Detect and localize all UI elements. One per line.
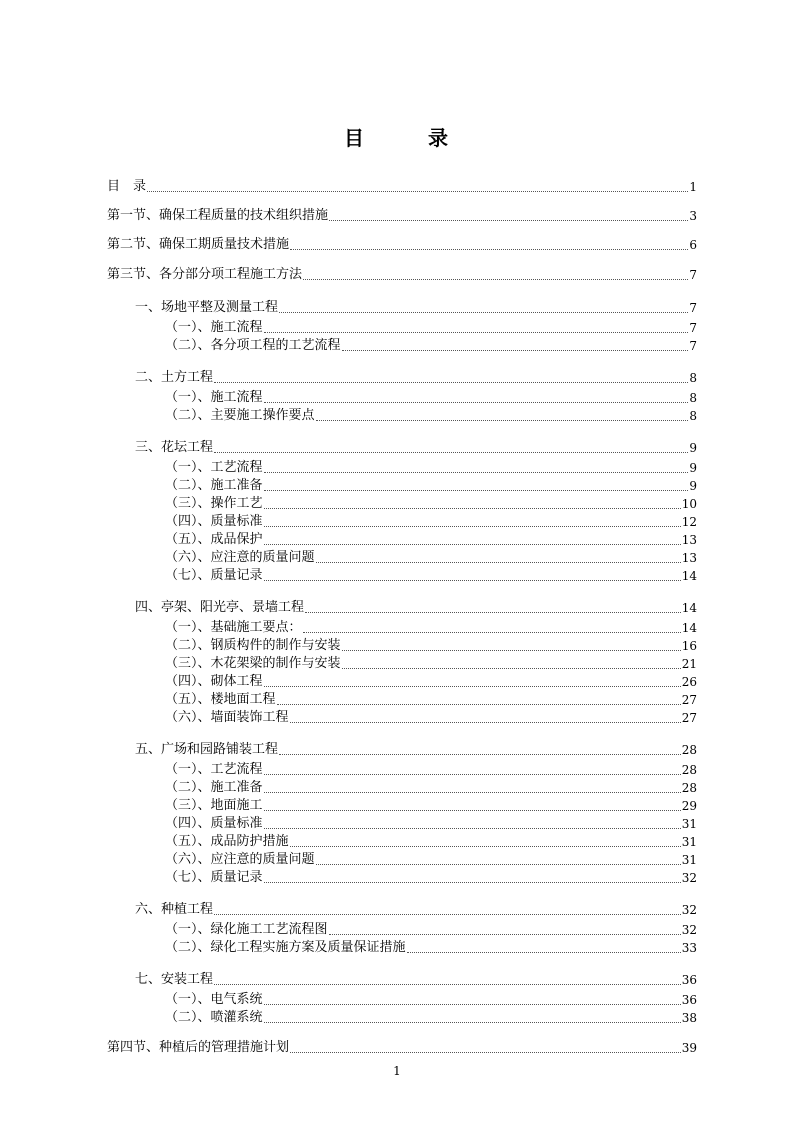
toc-entry-page: 21 <box>681 657 697 671</box>
dot-leader <box>316 420 689 421</box>
dot-leader <box>147 191 688 192</box>
toc-entry-title: （二）、钢质构件的制作与安装 <box>165 638 341 653</box>
toc-entry-page: 31 <box>681 853 697 867</box>
toc-entry-page: 32 <box>681 871 697 885</box>
toc-entry-page: 36 <box>681 993 697 1007</box>
toc-entry-title: （二）、主要施工操作要点 <box>165 408 315 423</box>
toc-entry-title: （一）、基础施工要点： <box>165 620 302 635</box>
toc-entry[interactable] <box>107 236 697 254</box>
toc-entry-title: 第三节、各分部分项工程施工方法 <box>107 267 303 282</box>
dot-leader <box>264 1004 681 1005</box>
toc-entry[interactable] <box>165 531 697 549</box>
toc-entry-title: 第四节、种植后的管理措施计划 <box>107 1040 290 1055</box>
toc-entry-title: （五）、成品防护措施 <box>165 834 289 849</box>
toc-entry[interactable] <box>135 741 697 759</box>
dot-leader <box>290 249 688 250</box>
toc-entry-title: 第二节、确保工期质量技术措施 <box>107 237 290 252</box>
toc-entry-page: 31 <box>681 835 697 849</box>
dot-leader <box>407 952 681 953</box>
dot-leader <box>305 612 681 613</box>
toc-entry-title: 二、土方工程 <box>135 370 214 385</box>
toc-entry[interactable] <box>165 549 697 567</box>
toc-entry-page: 9 <box>689 461 697 475</box>
toc-entry-page: 32 <box>681 903 697 917</box>
toc-entry-title: （一）、工艺流程 <box>165 460 263 475</box>
toc-entry-page: 39 <box>681 1041 697 1055</box>
toc-entry[interactable] <box>165 567 697 585</box>
toc-entry-title: （二）、施工准备 <box>165 478 263 493</box>
toc-entry-title: 第一节、确保工程质量的技术组织措施 <box>107 208 329 223</box>
toc-entry-page: 14 <box>681 601 697 615</box>
dot-leader <box>342 650 681 651</box>
toc-entry-page: 9 <box>689 479 697 493</box>
toc-entry[interactable] <box>165 337 697 355</box>
toc-entry-page: 13 <box>681 533 697 547</box>
toc-entry[interactable] <box>165 1009 697 1027</box>
toc-entry-title: （一）、绿化施工工艺流程图 <box>165 922 328 937</box>
toc-entry-page: 29 <box>681 799 697 813</box>
toc-entry[interactable] <box>165 815 697 833</box>
dot-leader <box>279 312 688 313</box>
toc-title: 目 录 <box>344 126 470 150</box>
toc-entry-page: 8 <box>689 371 697 385</box>
toc-entry-title: （七）、质量记录 <box>165 568 263 583</box>
toc-entry-title: （六）、墙面装饰工程 <box>165 710 289 725</box>
toc-entry-title: （四）、砌体工程 <box>165 674 263 689</box>
dot-leader <box>329 934 681 935</box>
toc-entry-title: （五）、成品保护 <box>165 532 263 547</box>
toc-entry-page: 7 <box>689 321 697 335</box>
toc-entry-title: 五、广场和园路铺装工程 <box>135 742 279 757</box>
toc-entry[interactable] <box>165 459 697 477</box>
toc-entry-title: （五）、楼地面工程 <box>165 692 276 707</box>
toc-entry-page: 16 <box>681 639 697 653</box>
toc-entry-page: 7 <box>689 339 697 353</box>
toc-entry[interactable] <box>107 1039 697 1057</box>
toc-entry[interactable] <box>135 599 697 617</box>
toc-entry-title: （四）、质量标准 <box>165 816 263 831</box>
toc-entry-page: 14 <box>681 621 697 635</box>
dot-leader <box>329 220 688 221</box>
toc-entry[interactable] <box>165 797 697 815</box>
toc-entry-page: 27 <box>681 711 697 725</box>
toc-entry[interactable] <box>107 266 697 284</box>
dot-leader <box>264 580 681 581</box>
toc-entry-title: （二）、各分项工程的工艺流程 <box>165 338 341 353</box>
toc-entry[interactable] <box>165 513 697 531</box>
dot-leader <box>316 562 681 563</box>
toc-entry[interactable] <box>165 691 697 709</box>
toc-entry-title: （四）、质量标准 <box>165 514 263 529</box>
dot-leader <box>214 914 681 915</box>
toc-entry[interactable] <box>165 319 697 337</box>
dot-leader <box>264 686 681 687</box>
toc-entry-page: 7 <box>689 268 697 282</box>
toc-entry-title: （三）、木花架梁的制作与安装 <box>165 656 341 671</box>
toc-entry[interactable] <box>165 495 697 513</box>
dot-leader <box>264 402 689 403</box>
toc-entry-title: （三）、操作工艺 <box>165 496 263 511</box>
toc-entry-page: 3 <box>689 209 697 223</box>
toc-entry-page: 31 <box>681 817 697 831</box>
toc-entry[interactable] <box>135 901 697 919</box>
toc-entry-title: （二）、绿化工程实施方案及质量保证措施 <box>165 940 406 955</box>
dot-leader <box>279 754 681 755</box>
toc-entry[interactable] <box>165 833 697 851</box>
toc-entry[interactable] <box>165 389 697 407</box>
toc-entry[interactable] <box>165 619 697 637</box>
toc-entry-title: 七、安装工程 <box>135 972 214 987</box>
toc-entry[interactable] <box>165 655 697 673</box>
toc-entry-title: （二）、喷灌系统 <box>165 1010 263 1025</box>
toc-entry-title: （一）、电气系统 <box>165 992 263 1007</box>
dot-leader <box>264 828 681 829</box>
toc-entry[interactable] <box>165 407 697 425</box>
page-number: 1 <box>393 1064 401 1078</box>
dot-leader <box>214 382 688 383</box>
toc-entry-title: （一）、工艺流程 <box>165 762 263 777</box>
toc-entry[interactable] <box>135 369 697 387</box>
toc-entry[interactable] <box>165 477 697 495</box>
toc-entry-page: 8 <box>689 391 697 405</box>
toc-entry[interactable] <box>135 439 697 457</box>
toc-entry-page: 32 <box>681 923 697 937</box>
dot-leader <box>214 452 688 453</box>
toc-entry-title: （三）、地面施工 <box>165 798 263 813</box>
toc-entry-page: 1 <box>689 180 697 194</box>
dot-leader <box>264 810 681 811</box>
toc-entry-page: 28 <box>681 763 697 777</box>
toc-entry-page: 38 <box>681 1011 697 1025</box>
toc-entry[interactable] <box>165 921 697 939</box>
toc-entry-page: 10 <box>681 497 697 511</box>
toc-entry-title: （一）、施工流程 <box>165 320 263 335</box>
dot-leader <box>290 846 681 847</box>
dot-leader <box>264 774 681 775</box>
dot-leader <box>264 332 689 333</box>
toc-entry[interactable] <box>165 637 697 655</box>
toc-entry-page: 26 <box>681 675 697 689</box>
dot-leader <box>214 984 681 985</box>
toc-entry-title: （六）、应注意的质量问题 <box>165 852 315 867</box>
toc-entry-page: 13 <box>681 551 697 565</box>
toc-entry[interactable] <box>135 299 697 317</box>
toc-entry-title: （六）、应注意的质量问题 <box>165 550 315 565</box>
toc-entry[interactable] <box>107 178 697 196</box>
toc-entry-page: 28 <box>681 743 697 757</box>
dot-leader <box>264 526 681 527</box>
dot-leader <box>264 490 689 491</box>
dot-leader <box>290 722 681 723</box>
toc-entry-page: 7 <box>689 301 697 315</box>
toc-entry-page: 33 <box>681 941 697 955</box>
dot-leader <box>264 544 681 545</box>
toc-entry-title: 目 录 <box>107 179 147 194</box>
toc-entry[interactable] <box>165 991 697 1009</box>
dot-leader <box>264 1022 681 1023</box>
toc-entry-title: （七）、质量记录 <box>165 870 263 885</box>
toc-entry[interactable] <box>165 869 697 887</box>
dot-leader <box>342 350 689 351</box>
toc-entry-page: 36 <box>681 973 697 987</box>
toc-entry[interactable] <box>165 673 697 691</box>
toc-entry[interactable] <box>165 709 697 727</box>
toc-entry-title: 六、种植工程 <box>135 902 214 917</box>
dot-leader <box>264 882 681 883</box>
dot-leader <box>342 668 681 669</box>
toc-entry[interactable] <box>165 779 697 797</box>
dot-leader <box>264 508 681 509</box>
dot-leader <box>264 472 689 473</box>
toc-entry-page: 9 <box>689 441 697 455</box>
dot-leader <box>290 1052 681 1053</box>
toc-entry-title: 一、场地平整及测量工程 <box>135 300 279 315</box>
toc-entry-page: 28 <box>681 781 697 795</box>
dot-leader <box>303 632 681 633</box>
toc-entry-title: （二）、施工准备 <box>165 780 263 795</box>
toc-entry-page: 27 <box>681 693 697 707</box>
dot-leader <box>303 279 688 280</box>
toc-entry[interactable] <box>135 971 697 989</box>
toc-entry-page: 8 <box>689 409 697 423</box>
toc-entry-page: 14 <box>681 569 697 583</box>
toc-entry-title: 三、花坛工程 <box>135 440 214 455</box>
toc-entry[interactable] <box>165 939 697 957</box>
toc-entry[interactable] <box>165 851 697 869</box>
toc-entry-title: （一）、施工流程 <box>165 390 263 405</box>
dot-leader <box>316 864 681 865</box>
toc-entry[interactable] <box>165 761 697 779</box>
dot-leader <box>264 792 681 793</box>
dot-leader <box>277 704 681 705</box>
toc-entry-title: 四、亭架、阳光亭、景墙工程 <box>135 600 305 615</box>
toc-entry-page: 12 <box>681 515 697 529</box>
toc-entry[interactable] <box>107 207 697 225</box>
toc-entry-page: 6 <box>689 238 697 252</box>
